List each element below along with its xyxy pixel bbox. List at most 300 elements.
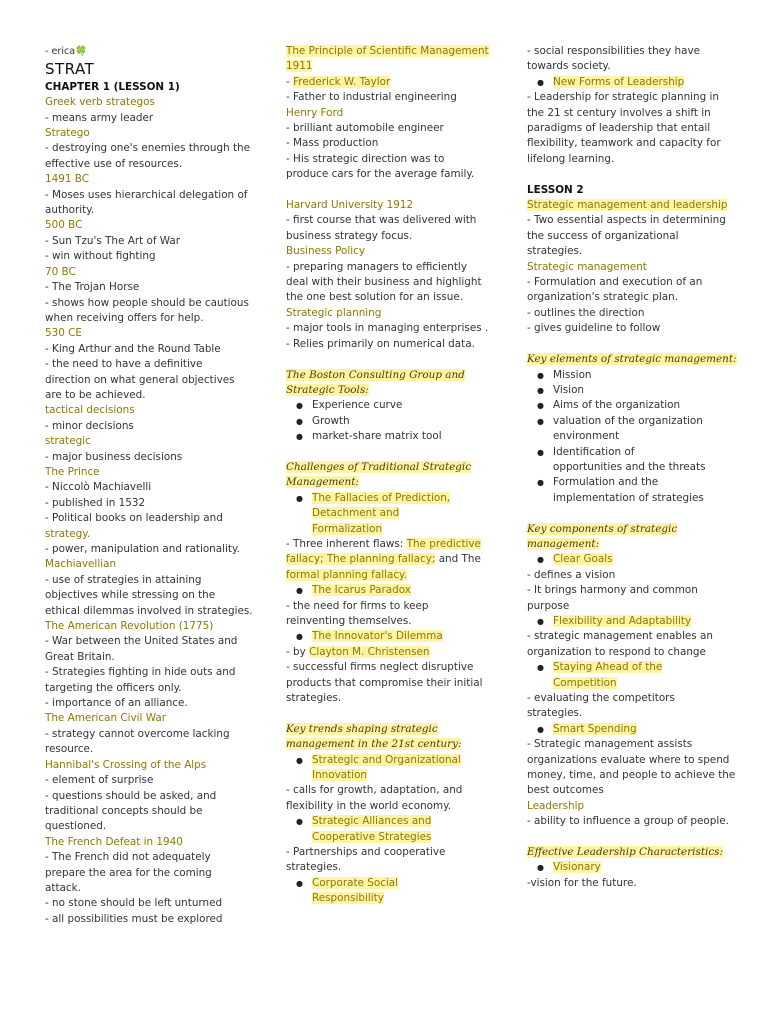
text-span: - the need for firms to keep [286, 599, 429, 612]
text-span: Competition [553, 676, 617, 689]
note-line [527, 706, 732, 721]
text-span: objectives while stressing on the [45, 589, 216, 602]
section-heading [527, 537, 732, 552]
lesson-heading [45, 80, 270, 95]
text-span: - erica🍀 [45, 46, 88, 57]
bullet-continuation [286, 768, 506, 783]
text-span: - win without fighting [45, 250, 156, 263]
term-label [286, 244, 506, 259]
bullet-item [527, 614, 732, 629]
bullet-dot-icon: ● [296, 632, 303, 642]
text-span: when receiving offers for help. [45, 311, 204, 324]
bullet-item [286, 753, 506, 768]
note-line [286, 537, 506, 552]
bullet-dot-icon: ● [296, 432, 303, 442]
text-span: -vision for the future. [527, 876, 637, 889]
text-span: Challenges of Traditional Strategic [286, 460, 472, 473]
bullet-item [286, 876, 506, 891]
note-line [45, 511, 270, 526]
text-span: CHAPTER 1 (LESSON 1) [45, 80, 180, 93]
bullet-dot-icon: ● [296, 586, 303, 596]
note-line [527, 152, 732, 167]
text-span: - minor decisions [45, 419, 134, 432]
term-label [45, 557, 270, 572]
bullet-dot-icon: ● [537, 478, 544, 488]
text-span: The Principle of Scientific Management [286, 45, 489, 57]
note-line [527, 783, 732, 798]
term-label [45, 95, 270, 110]
note-line [286, 136, 506, 151]
text-span: Machiavellian [45, 558, 117, 571]
bullet-dot-icon: ● [537, 77, 544, 87]
note-line [45, 450, 270, 465]
text-span: towards society. [527, 60, 611, 73]
text-span: - Leadership for strategic planning in [527, 91, 720, 104]
text-span: Strategic Alliances and [312, 815, 432, 828]
term-label [286, 106, 506, 121]
text-span: Growth [312, 414, 350, 427]
note-line [527, 306, 732, 321]
text-span: - shows how people should be cautious [45, 296, 249, 309]
author-label [45, 44, 270, 59]
term-label [527, 198, 732, 213]
section-heading [527, 352, 737, 367]
note-line [45, 696, 270, 711]
note-line [45, 650, 270, 665]
term-label [45, 711, 270, 726]
text-span: formal planning fallacy. [286, 568, 408, 581]
text-span: resource. [45, 743, 94, 756]
note-line [45, 681, 270, 696]
bullet-item [527, 475, 732, 490]
term-label [527, 260, 732, 275]
text-span: - The French did not adequately [45, 851, 211, 864]
text-span: - use of strategies in attaining [45, 573, 202, 586]
text-span: Great Britain. [45, 650, 115, 663]
text-span: targeting the officers only. [45, 681, 182, 694]
text-span: Hannibal's Crossing of the Alps [45, 758, 207, 771]
note-line [527, 768, 736, 783]
text-span: - Mass production [286, 137, 379, 150]
bullet-item [286, 583, 506, 598]
term-label [45, 172, 270, 187]
bullet-dot-icon: ● [537, 555, 544, 565]
text-span: - Relies primarily on numerical data. [286, 337, 475, 350]
note-line [286, 614, 506, 629]
spacer [527, 337, 732, 352]
text-span: - It brings harmony and common [527, 584, 698, 597]
text-span: The Icarus Paradox [312, 584, 411, 597]
text-span: Leadership [527, 799, 585, 812]
note-line [286, 337, 506, 352]
bullet-item [286, 491, 506, 506]
text-span: New Forms of Leadership [553, 75, 685, 88]
text-span: reinventing themselves. [286, 614, 412, 627]
text-span: Key elements of strategic management: [527, 353, 737, 366]
text-span: Greek verb strategos [45, 96, 155, 109]
note-line [527, 583, 732, 598]
bullet-dot-icon: ● [537, 863, 544, 873]
note-line [45, 727, 270, 742]
text-span: The Innovator's Dilemma [312, 630, 443, 643]
section-heading [527, 845, 732, 860]
text-span: management: [527, 537, 600, 550]
text-span: strategies. [286, 861, 342, 874]
notes-column-1 [45, 44, 270, 927]
text-span: produce cars for the average family. [286, 168, 475, 181]
note-line [45, 419, 270, 434]
text-span: paradigms of leadership that entail [527, 122, 711, 135]
text-span: Experience curve [312, 399, 403, 412]
text-span: - gives guideline to follow [527, 322, 661, 335]
term-label [286, 44, 506, 59]
term-label [286, 59, 506, 74]
note-line [45, 357, 270, 372]
text-span: - social responsibilities they have [527, 45, 700, 57]
note-line [45, 912, 270, 927]
text-span: - preparing managers to efficiently [286, 260, 467, 273]
text-span: Stratego [45, 127, 90, 140]
spacer [286, 352, 506, 367]
text-span: 70 BC [45, 265, 76, 278]
highlight-span: Frederick W. Taylor [293, 75, 391, 88]
text-span: strategies. [527, 707, 583, 720]
text-span: opportunities and the threats [553, 460, 706, 473]
note-line [45, 480, 270, 495]
text-span: Corporate Social [312, 876, 399, 889]
text-span: - His strategic direction was to [286, 152, 445, 165]
note-line [527, 753, 732, 768]
bullet-continuation [286, 891, 506, 906]
section-heading [527, 522, 732, 537]
text-span: Strategic management and leadership [527, 199, 728, 212]
note-line [527, 213, 732, 228]
bullet-item [286, 429, 506, 444]
note-line [45, 588, 270, 603]
text-span: flexibility in the world economy. [286, 799, 452, 812]
text-span: - questions should be asked, and [45, 789, 217, 802]
text-span: - Three inherent flaws: [286, 537, 407, 550]
text-span: The American Civil War [45, 712, 166, 725]
text-span: fallacy; The planning fallacy; [286, 553, 436, 566]
text-span: Key trends shaping strategic [286, 722, 438, 735]
spacer [286, 183, 506, 198]
note-line [45, 111, 270, 126]
note-line [286, 290, 506, 305]
spacer [527, 830, 732, 845]
text-span: - ability to influence a group of people. [527, 815, 729, 828]
bullet-dot-icon: ● [537, 447, 544, 457]
text-span: traditional concepts should be [45, 804, 203, 817]
term-label [45, 434, 270, 449]
text-span: - all possibilities must be explored [45, 912, 223, 925]
note-line [286, 645, 506, 660]
text-span: flexibility, teamwork and capacity for [527, 137, 721, 150]
note-line [527, 645, 732, 660]
note-line [527, 629, 732, 644]
note-line [45, 388, 270, 403]
bullet-item [527, 368, 732, 383]
text-span: Visionary [553, 861, 601, 874]
note-line [527, 290, 732, 305]
text-span: - element of surprise [45, 774, 154, 787]
term-label [45, 265, 270, 280]
spacer [527, 167, 732, 182]
note-line [45, 342, 270, 357]
text-span: - importance of an alliance. [45, 697, 188, 710]
text-span: 530 CE [45, 327, 82, 340]
text-span: the 21 st century involves a shift in [527, 106, 711, 119]
text-span: - calls for growth, adaptation, and [286, 784, 463, 797]
note-line [527, 44, 732, 59]
notes-column-3 [527, 44, 737, 891]
text-span: - power, manipulation and rationality. [45, 543, 240, 555]
note-line [286, 783, 506, 798]
bullet-dot-icon: ● [296, 755, 303, 765]
text-span: The American Revolution (1775) [45, 620, 214, 633]
text-span: Strategic planning [286, 306, 382, 319]
spacer [527, 506, 732, 521]
text-span: - no stone should be left unturned [45, 897, 223, 910]
term-label [286, 306, 506, 321]
text-span: the one best solution for an issue. [286, 291, 464, 304]
note-line [45, 373, 270, 388]
note-line [45, 866, 270, 881]
bullet-item [286, 414, 506, 429]
highlight-span: Clayton M. Christensen [309, 645, 430, 658]
text-span: Flexibility and Adaptability [553, 614, 692, 627]
text-span: the success of organizational [527, 229, 679, 242]
bullet-continuation [527, 460, 732, 475]
text-span: Mission [553, 368, 592, 381]
section-heading [286, 460, 506, 475]
page-title [45, 59, 270, 79]
text-span: prepare the area for the coming [45, 866, 212, 879]
section-heading [286, 383, 506, 398]
note-line [286, 229, 506, 244]
text-span: - major business decisions [45, 450, 183, 463]
note-line [45, 188, 270, 203]
text-span: - Two essential aspects in determining [527, 214, 726, 227]
bullet-dot-icon: ● [537, 616, 544, 626]
text-span: - published in 1532 [45, 496, 146, 509]
bullet-continuation [527, 676, 732, 691]
text-span: - Political books on leadership and [45, 512, 223, 525]
text-span: money, time, and people to achieve the [527, 769, 736, 782]
bullet-continuation [527, 491, 732, 506]
text-span: - brilliant automobile engineer [286, 122, 444, 135]
bullet-item [527, 398, 732, 413]
text-span: purpose [527, 599, 570, 612]
lesson-heading [527, 183, 732, 198]
bullet-continuation [286, 506, 506, 521]
note-line [45, 634, 270, 649]
text-span: strategic [45, 435, 91, 448]
note-line [45, 789, 270, 804]
note-line [527, 136, 732, 151]
note-line [527, 691, 732, 706]
bullet-dot-icon: ● [537, 724, 544, 734]
note-line [286, 152, 506, 167]
text-span: - Strategies fighting in hide outs and [45, 666, 236, 679]
text-span: deal with their business and highlight [286, 276, 482, 289]
term-label [45, 619, 270, 634]
highlight-span: The predictive [406, 537, 481, 550]
text-span: Business Policy [286, 245, 366, 258]
text-span: - [286, 75, 294, 88]
bullet-dot-icon: ● [296, 817, 303, 827]
term-label [45, 218, 270, 233]
note-line [286, 860, 506, 875]
text-span: questioned. [45, 820, 107, 833]
text-span: - means army leader [45, 111, 154, 124]
text-span: - Moses uses hierarchical delegation of [45, 188, 248, 201]
term-label [527, 799, 732, 814]
text-span: and The [435, 553, 481, 566]
section-heading [286, 368, 506, 383]
text-span: strategy. [45, 527, 91, 540]
text-span: Innovation [312, 769, 368, 782]
note-line [286, 676, 506, 691]
term-label [286, 198, 506, 213]
text-span: - successful firms neglect disruptive [286, 661, 474, 674]
bullet-dot-icon: ● [296, 416, 303, 426]
bullet-item [527, 552, 732, 567]
text-span: Strategic Tools: [286, 383, 369, 396]
text-span: The Boston Consulting Group and [286, 368, 465, 381]
text-span: products that compromise their initial [286, 676, 483, 689]
text-span: - Father to industrial engineering [286, 91, 457, 104]
text-span: strategies. [286, 692, 342, 705]
note-line [45, 804, 270, 819]
text-span: STRAT [45, 60, 95, 79]
term-label [45, 126, 270, 141]
bullet-dot-icon: ● [537, 401, 544, 411]
text-span: valuation of the organization [553, 414, 703, 427]
bullet-continuation [527, 429, 732, 444]
note-line [527, 90, 732, 105]
text-span: lifelong learning. [527, 152, 615, 165]
bullet-item [286, 814, 506, 829]
note-line [527, 244, 732, 259]
text-span: implementation of strategies [553, 491, 704, 504]
text-span: ethical dilemmas involved in strategies. [45, 604, 253, 617]
note-line [45, 234, 270, 249]
note-line [45, 773, 270, 788]
note-line [45, 203, 270, 218]
bullet-item [286, 629, 506, 644]
bullet-item [527, 445, 732, 460]
note-line [45, 280, 270, 295]
note-line [45, 157, 270, 172]
bullet-dot-icon: ● [537, 416, 544, 426]
note-line [527, 229, 732, 244]
spacer [286, 445, 506, 460]
text-span: direction on what general objectives [45, 373, 235, 386]
note-line [45, 296, 270, 311]
text-span: - first course that was delivered with [286, 214, 477, 227]
note-line [45, 896, 270, 911]
text-span: The French Defeat in 1940 [45, 835, 183, 848]
text-span: are to be achieved. [45, 388, 146, 401]
text-span: - strategy cannot overcome lacking [45, 727, 230, 740]
text-span: organizations evaluate where to spend [527, 753, 730, 766]
text-span: 1491 BC [45, 173, 89, 186]
bullet-dot-icon: ● [537, 663, 544, 673]
text-span: - evaluating the competitors [527, 692, 675, 705]
note-line [45, 604, 270, 619]
note-line [45, 496, 270, 511]
text-span: Cooperative Strategies [312, 830, 432, 843]
text-span: Effective Leadership Characteristics: [527, 846, 723, 859]
text-span: Harvard University 1912 [286, 199, 414, 212]
section-heading [286, 722, 506, 737]
text-span: - major tools in managing enterprises . [286, 322, 489, 335]
text-span: - Formulation and execution of an [527, 276, 703, 289]
text-span: Management: [286, 476, 359, 489]
note-line [527, 59, 732, 74]
note-line [286, 121, 506, 136]
text-span: effective use of resources. [45, 157, 183, 170]
text-span: - War between the United States and [45, 635, 238, 648]
text-span: management in the 21st century: [286, 738, 462, 751]
spacer [286, 706, 506, 721]
text-span: - defines a vision [527, 568, 616, 581]
text-span: Strategic management [527, 260, 647, 273]
note-line [527, 599, 732, 614]
text-span: Clear Goals [553, 553, 613, 566]
text-span: 1911 [286, 60, 313, 73]
section-heading [286, 737, 506, 752]
bullet-item [527, 414, 732, 429]
note-line [45, 573, 270, 588]
text-span: environment [553, 430, 620, 443]
bullet-dot-icon: ● [296, 878, 303, 888]
text-span: - The Trojan Horse [45, 281, 140, 294]
bullet-continuation [286, 830, 506, 845]
note-line [286, 213, 506, 228]
text-span: Identification of [553, 445, 635, 458]
bullet-item [527, 722, 732, 737]
text-span: Vision [553, 383, 585, 396]
note-line [45, 881, 270, 896]
note-line [45, 665, 270, 680]
note-line [286, 799, 506, 814]
text-span: business strategy focus. [286, 229, 413, 242]
term-label [45, 465, 270, 480]
text-span: market-share matrix tool [312, 430, 442, 443]
note-line [45, 742, 270, 757]
text-span: LESSON 2 [527, 183, 584, 196]
text-span: Henry Ford [286, 106, 344, 119]
note-line [286, 660, 506, 675]
text-span: - by [286, 645, 310, 658]
note-line [527, 321, 732, 336]
note-line [527, 814, 732, 829]
text-span: organization to respond to change [527, 645, 706, 658]
text-span: Detachment and [312, 507, 400, 520]
term-label [45, 403, 270, 418]
text-span: Smart Spending [553, 722, 637, 735]
notes-column-2 [286, 44, 506, 907]
text-span: - King Arthur and the Round Table [45, 342, 221, 355]
note-line [45, 542, 270, 557]
text-span: Aims of the organization [553, 399, 681, 412]
note-line [286, 845, 506, 860]
bullet-dot-icon: ● [537, 370, 544, 380]
bullet-dot-icon: ● [537, 385, 544, 395]
text-span: 500 BC [45, 219, 83, 232]
